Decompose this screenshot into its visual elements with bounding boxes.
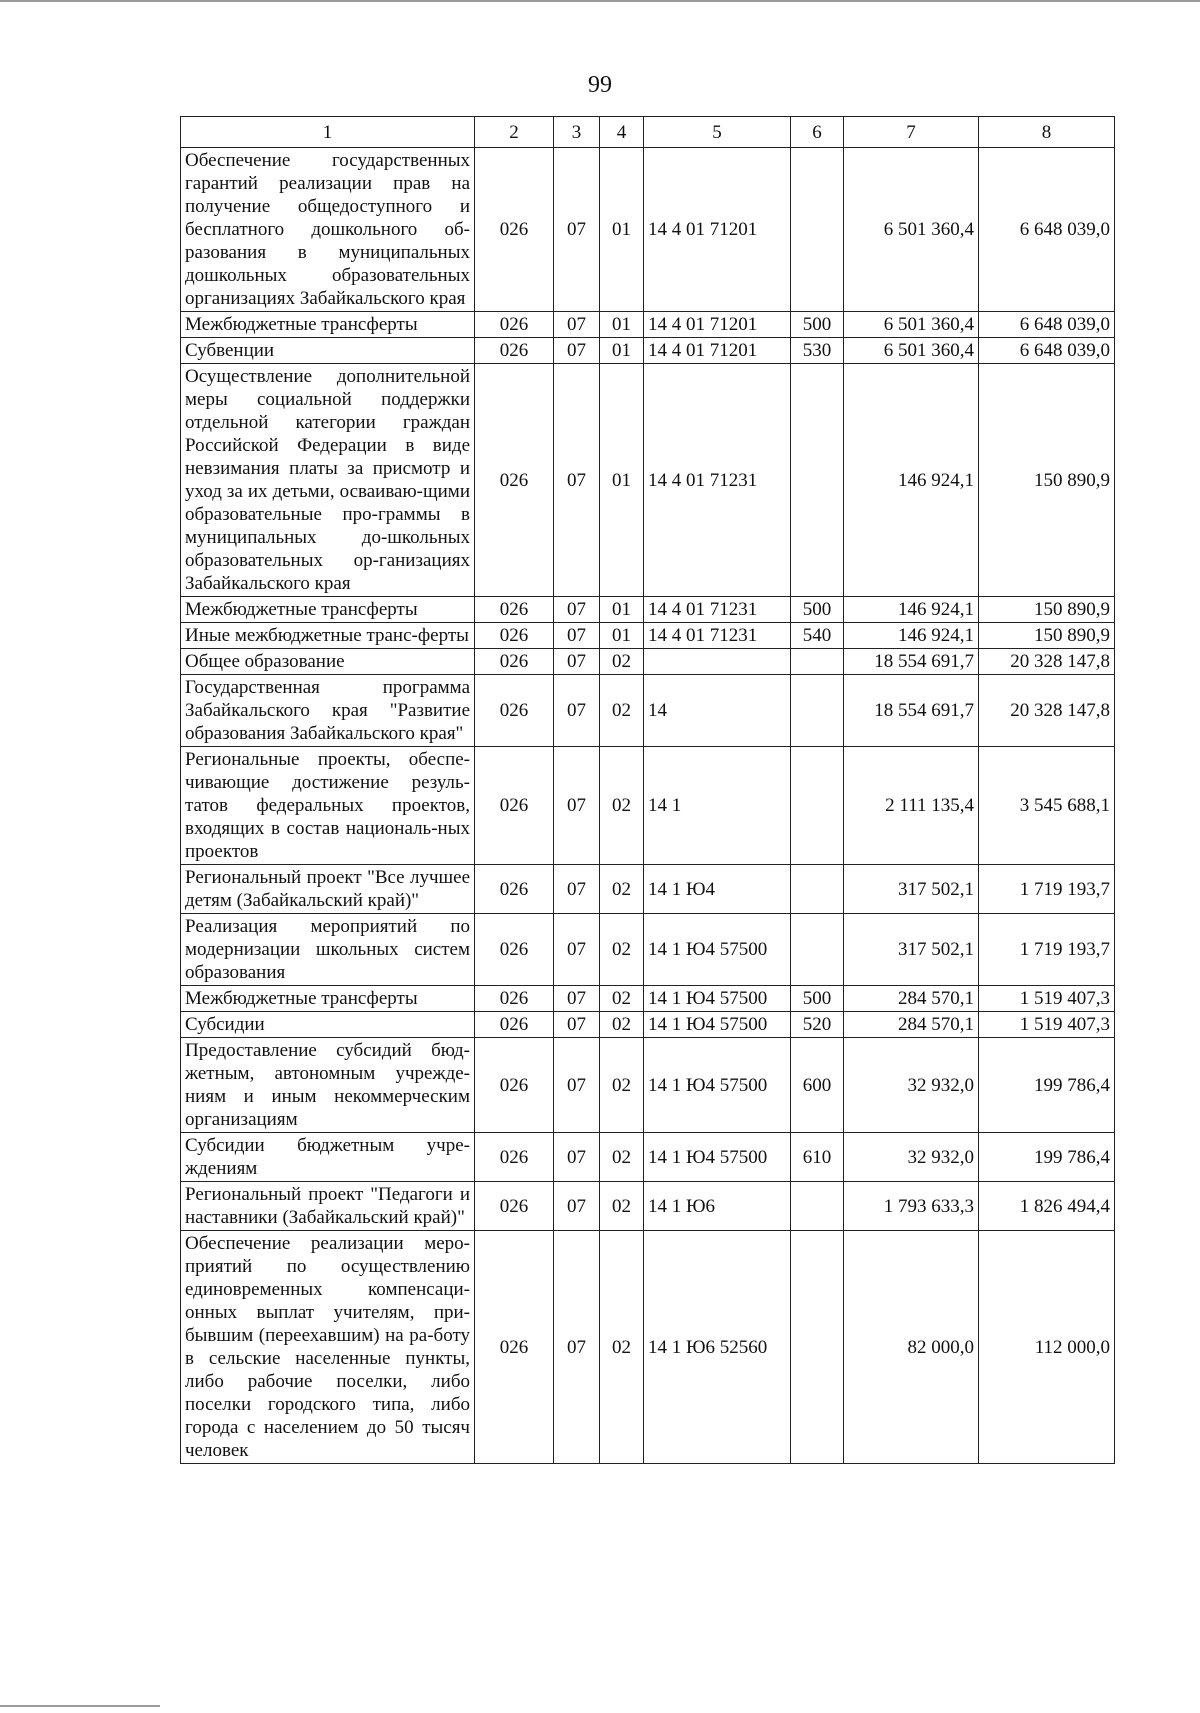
table-row bbox=[181, 1038, 1115, 1133]
expense-type-code: 540 bbox=[791, 623, 844, 649]
budget-table bbox=[180, 116, 1115, 1464]
ministry-code: 026 bbox=[475, 914, 554, 986]
amount-year-1: 6 501 360,4 bbox=[844, 338, 979, 364]
subsection-code: 02 bbox=[600, 986, 644, 1012]
table-row bbox=[181, 914, 1115, 986]
table-row bbox=[181, 986, 1115, 1012]
section-code: 07 bbox=[554, 914, 600, 986]
ministry-code: 026 bbox=[475, 1133, 554, 1182]
row-name: Региональный проект "Все лучшее детям (Забайкальский край)" bbox=[181, 865, 475, 914]
section-code: 07 bbox=[554, 148, 600, 312]
subsection-code: 01 bbox=[600, 148, 644, 312]
ministry-code: 026 bbox=[475, 364, 554, 597]
amount-year-2: 6 648 039,0 bbox=[979, 148, 1115, 312]
row-name: Осуществление дополнительной меры социальной поддержки отдельной категории граждан Российской Федерации в виде невзимания платы за присмотр и уход за их детьми, осваиваю-щими образовательные про-граммы в муниципальных до-школьных образовательных ор-ганизациях Забайкальского края bbox=[181, 364, 475, 597]
target-article-code: 14 1 bbox=[644, 747, 791, 865]
table-row bbox=[181, 1182, 1115, 1231]
expense-type-code: 610 bbox=[791, 1133, 844, 1182]
expense-type-code: 500 bbox=[791, 597, 844, 623]
column-header: 3 bbox=[554, 117, 600, 148]
ministry-code: 026 bbox=[475, 597, 554, 623]
expense-type-code bbox=[791, 1182, 844, 1231]
column-header: 1 bbox=[181, 117, 475, 148]
expense-type-code: 500 bbox=[791, 986, 844, 1012]
table-row bbox=[181, 1231, 1115, 1464]
target-article-code bbox=[644, 649, 791, 675]
ministry-code: 026 bbox=[475, 649, 554, 675]
amount-year-1: 146 924,1 bbox=[844, 597, 979, 623]
amount-year-2: 20 328 147,8 bbox=[979, 675, 1115, 747]
ministry-code: 026 bbox=[475, 1182, 554, 1231]
expense-type-code bbox=[791, 747, 844, 865]
column-header: 6 bbox=[791, 117, 844, 148]
table-row bbox=[181, 747, 1115, 865]
section-code: 07 bbox=[554, 1038, 600, 1133]
scan-edge-top bbox=[0, 0, 1200, 2]
subsection-code: 01 bbox=[600, 597, 644, 623]
subsection-code: 01 bbox=[600, 338, 644, 364]
expense-type-code: 530 bbox=[791, 338, 844, 364]
subsection-code: 02 bbox=[600, 649, 644, 675]
ministry-code: 026 bbox=[475, 1231, 554, 1464]
target-article-code: 14 1 Ю4 bbox=[644, 865, 791, 914]
ministry-code: 026 bbox=[475, 623, 554, 649]
amount-year-2: 150 890,9 bbox=[979, 597, 1115, 623]
table-row bbox=[181, 623, 1115, 649]
target-article-code: 14 1 Ю6 52560 bbox=[644, 1231, 791, 1464]
section-code: 07 bbox=[554, 623, 600, 649]
table-row bbox=[181, 1133, 1115, 1182]
table-row bbox=[181, 675, 1115, 747]
amount-year-2: 1 719 193,7 bbox=[979, 914, 1115, 986]
amount-year-2: 1 719 193,7 bbox=[979, 865, 1115, 914]
subsection-code: 02 bbox=[600, 747, 644, 865]
section-code: 07 bbox=[554, 1012, 600, 1038]
target-article-code: 14 4 01 71201 bbox=[644, 338, 791, 364]
table-row bbox=[181, 148, 1115, 312]
column-header: 2 bbox=[475, 117, 554, 148]
target-article-code: 14 4 01 71201 bbox=[644, 312, 791, 338]
subsection-code: 01 bbox=[600, 312, 644, 338]
table-row bbox=[181, 364, 1115, 597]
amount-year-2: 1 519 407,3 bbox=[979, 1012, 1115, 1038]
row-name: Региональные проекты, обеспе-чивающие достижение резуль-татов федеральных проектов, входящих в состав националь-ных проектов bbox=[181, 747, 475, 865]
target-article-code: 14 1 Ю4 57500 bbox=[644, 914, 791, 986]
target-article-code: 14 1 Ю6 bbox=[644, 1182, 791, 1231]
row-name: Субвенции bbox=[181, 338, 475, 364]
amount-year-2: 6 648 039,0 bbox=[979, 338, 1115, 364]
table-row bbox=[181, 1012, 1115, 1038]
section-code: 07 bbox=[554, 649, 600, 675]
row-name: Межбюджетные трансферты bbox=[181, 312, 475, 338]
section-code: 07 bbox=[554, 986, 600, 1012]
table-row bbox=[181, 312, 1115, 338]
subsection-code: 02 bbox=[600, 914, 644, 986]
section-code: 07 bbox=[554, 597, 600, 623]
section-code: 07 bbox=[554, 1182, 600, 1231]
expense-type-code bbox=[791, 364, 844, 597]
section-code: 07 bbox=[554, 1231, 600, 1464]
amount-year-1: 18 554 691,7 bbox=[844, 649, 979, 675]
row-name: Межбюджетные трансферты bbox=[181, 597, 475, 623]
target-article-code: 14 bbox=[644, 675, 791, 747]
amount-year-1: 2 111 135,4 bbox=[844, 747, 979, 865]
table-row bbox=[181, 649, 1115, 675]
ministry-code: 026 bbox=[475, 986, 554, 1012]
amount-year-1: 6 501 360,4 bbox=[844, 312, 979, 338]
amount-year-2: 199 786,4 bbox=[979, 1038, 1115, 1133]
column-header: 8 bbox=[979, 117, 1115, 148]
table-header-row bbox=[181, 117, 1115, 148]
section-code: 07 bbox=[554, 364, 600, 597]
subsection-code: 02 bbox=[600, 1133, 644, 1182]
expense-type-code: 600 bbox=[791, 1038, 844, 1133]
expense-type-code: 520 bbox=[791, 1012, 844, 1038]
amount-year-1: 32 932,0 bbox=[844, 1133, 979, 1182]
table-row bbox=[181, 597, 1115, 623]
amount-year-2: 112 000,0 bbox=[979, 1231, 1115, 1464]
row-name: Общее образование bbox=[181, 649, 475, 675]
amount-year-1: 82 000,0 bbox=[844, 1231, 979, 1464]
amount-year-1: 284 570,1 bbox=[844, 986, 979, 1012]
section-code: 07 bbox=[554, 747, 600, 865]
table-row bbox=[181, 338, 1115, 364]
amount-year-2: 3 545 688,1 bbox=[979, 747, 1115, 865]
amount-year-1: 32 932,0 bbox=[844, 1038, 979, 1133]
subsection-code: 02 bbox=[600, 1038, 644, 1133]
ministry-code: 026 bbox=[475, 675, 554, 747]
subsection-code: 02 bbox=[600, 675, 644, 747]
expense-type-code bbox=[791, 649, 844, 675]
section-code: 07 bbox=[554, 675, 600, 747]
target-article-code: 14 1 Ю4 57500 bbox=[644, 1038, 791, 1133]
subsection-code: 02 bbox=[600, 1182, 644, 1231]
ministry-code: 026 bbox=[475, 1038, 554, 1133]
row-name: Региональный проект "Педагоги и наставники (Забайкальский край)" bbox=[181, 1182, 475, 1231]
target-article-code: 14 4 01 71201 bbox=[644, 148, 791, 312]
amount-year-1: 18 554 691,7 bbox=[844, 675, 979, 747]
subsection-code: 01 bbox=[600, 364, 644, 597]
amount-year-1: 284 570,1 bbox=[844, 1012, 979, 1038]
scan-edge-bottom bbox=[0, 1705, 160, 1707]
expense-type-code bbox=[791, 865, 844, 914]
amount-year-2: 199 786,4 bbox=[979, 1133, 1115, 1182]
expense-type-code bbox=[791, 148, 844, 312]
row-name: Предоставление субсидий бюд-жетным, автономным учрежде-ниям и иным некоммерческим организациям bbox=[181, 1038, 475, 1133]
ministry-code: 026 bbox=[475, 1012, 554, 1038]
row-name: Государственная программа Забайкальского края "Развитие образования Забайкальского края" bbox=[181, 675, 475, 747]
row-name: Обеспечение реализации меро-приятий по осуществлению единовременных компенсаци-онных выплат учителям, при-бывшим (переехавшим) на ра-боту в сельские населенные пункты, либо рабочие поселки, либо поселки городского типа, либо города с населением до 50 тысяч человек bbox=[181, 1231, 475, 1464]
subsection-code: 01 bbox=[600, 623, 644, 649]
row-name: Реализация мероприятий по модернизации школьных систем образования bbox=[181, 914, 475, 986]
expense-type-code bbox=[791, 1231, 844, 1464]
amount-year-1: 6 501 360,4 bbox=[844, 148, 979, 312]
column-header: 5 bbox=[644, 117, 791, 148]
column-header: 4 bbox=[600, 117, 644, 148]
ministry-code: 026 bbox=[475, 338, 554, 364]
target-article-code: 14 4 01 71231 bbox=[644, 597, 791, 623]
ministry-code: 026 bbox=[475, 865, 554, 914]
expense-type-code bbox=[791, 675, 844, 747]
row-name: Субсидии бюджетным учре-ждениям bbox=[181, 1133, 475, 1182]
amount-year-2: 6 648 039,0 bbox=[979, 312, 1115, 338]
expense-type-code bbox=[791, 914, 844, 986]
amount-year-1: 146 924,1 bbox=[844, 623, 979, 649]
target-article-code: 14 1 Ю4 57500 bbox=[644, 1012, 791, 1038]
amount-year-2: 150 890,9 bbox=[979, 364, 1115, 597]
table-row bbox=[181, 865, 1115, 914]
column-header: 7 bbox=[844, 117, 979, 148]
amount-year-2: 1 826 494,4 bbox=[979, 1182, 1115, 1231]
target-article-code: 14 4 01 71231 bbox=[644, 364, 791, 597]
page-number: 99 bbox=[588, 72, 612, 98]
target-article-code: 14 4 01 71231 bbox=[644, 623, 791, 649]
section-code: 07 bbox=[554, 338, 600, 364]
amount-year-1: 317 502,1 bbox=[844, 914, 979, 986]
ministry-code: 026 bbox=[475, 148, 554, 312]
amount-year-1: 146 924,1 bbox=[844, 364, 979, 597]
target-article-code: 14 1 Ю4 57500 bbox=[644, 1133, 791, 1182]
row-name: Обеспечение государственных гарантий реализации прав на получение общедоступного и бесплатного дошкольного об-разования в муниципальных дошкольных образовательных организациях Забайкальского края bbox=[181, 148, 475, 312]
subsection-code: 02 bbox=[600, 1012, 644, 1038]
row-name: Субсидии bbox=[181, 1012, 475, 1038]
subsection-code: 02 bbox=[600, 1231, 644, 1464]
ministry-code: 026 bbox=[475, 747, 554, 865]
section-code: 07 bbox=[554, 312, 600, 338]
target-article-code: 14 1 Ю4 57500 bbox=[644, 986, 791, 1012]
amount-year-2: 1 519 407,3 bbox=[979, 986, 1115, 1012]
ministry-code: 026 bbox=[475, 312, 554, 338]
section-code: 07 bbox=[554, 865, 600, 914]
amount-year-1: 1 793 633,3 bbox=[844, 1182, 979, 1231]
section-code: 07 bbox=[554, 1133, 600, 1182]
row-name: Межбюджетные трансферты bbox=[181, 986, 475, 1012]
row-name: Иные межбюджетные транс-ферты bbox=[181, 623, 475, 649]
expense-type-code: 500 bbox=[791, 312, 844, 338]
amount-year-1: 317 502,1 bbox=[844, 865, 979, 914]
amount-year-2: 150 890,9 bbox=[979, 623, 1115, 649]
subsection-code: 02 bbox=[600, 865, 644, 914]
amount-year-2: 20 328 147,8 bbox=[979, 649, 1115, 675]
